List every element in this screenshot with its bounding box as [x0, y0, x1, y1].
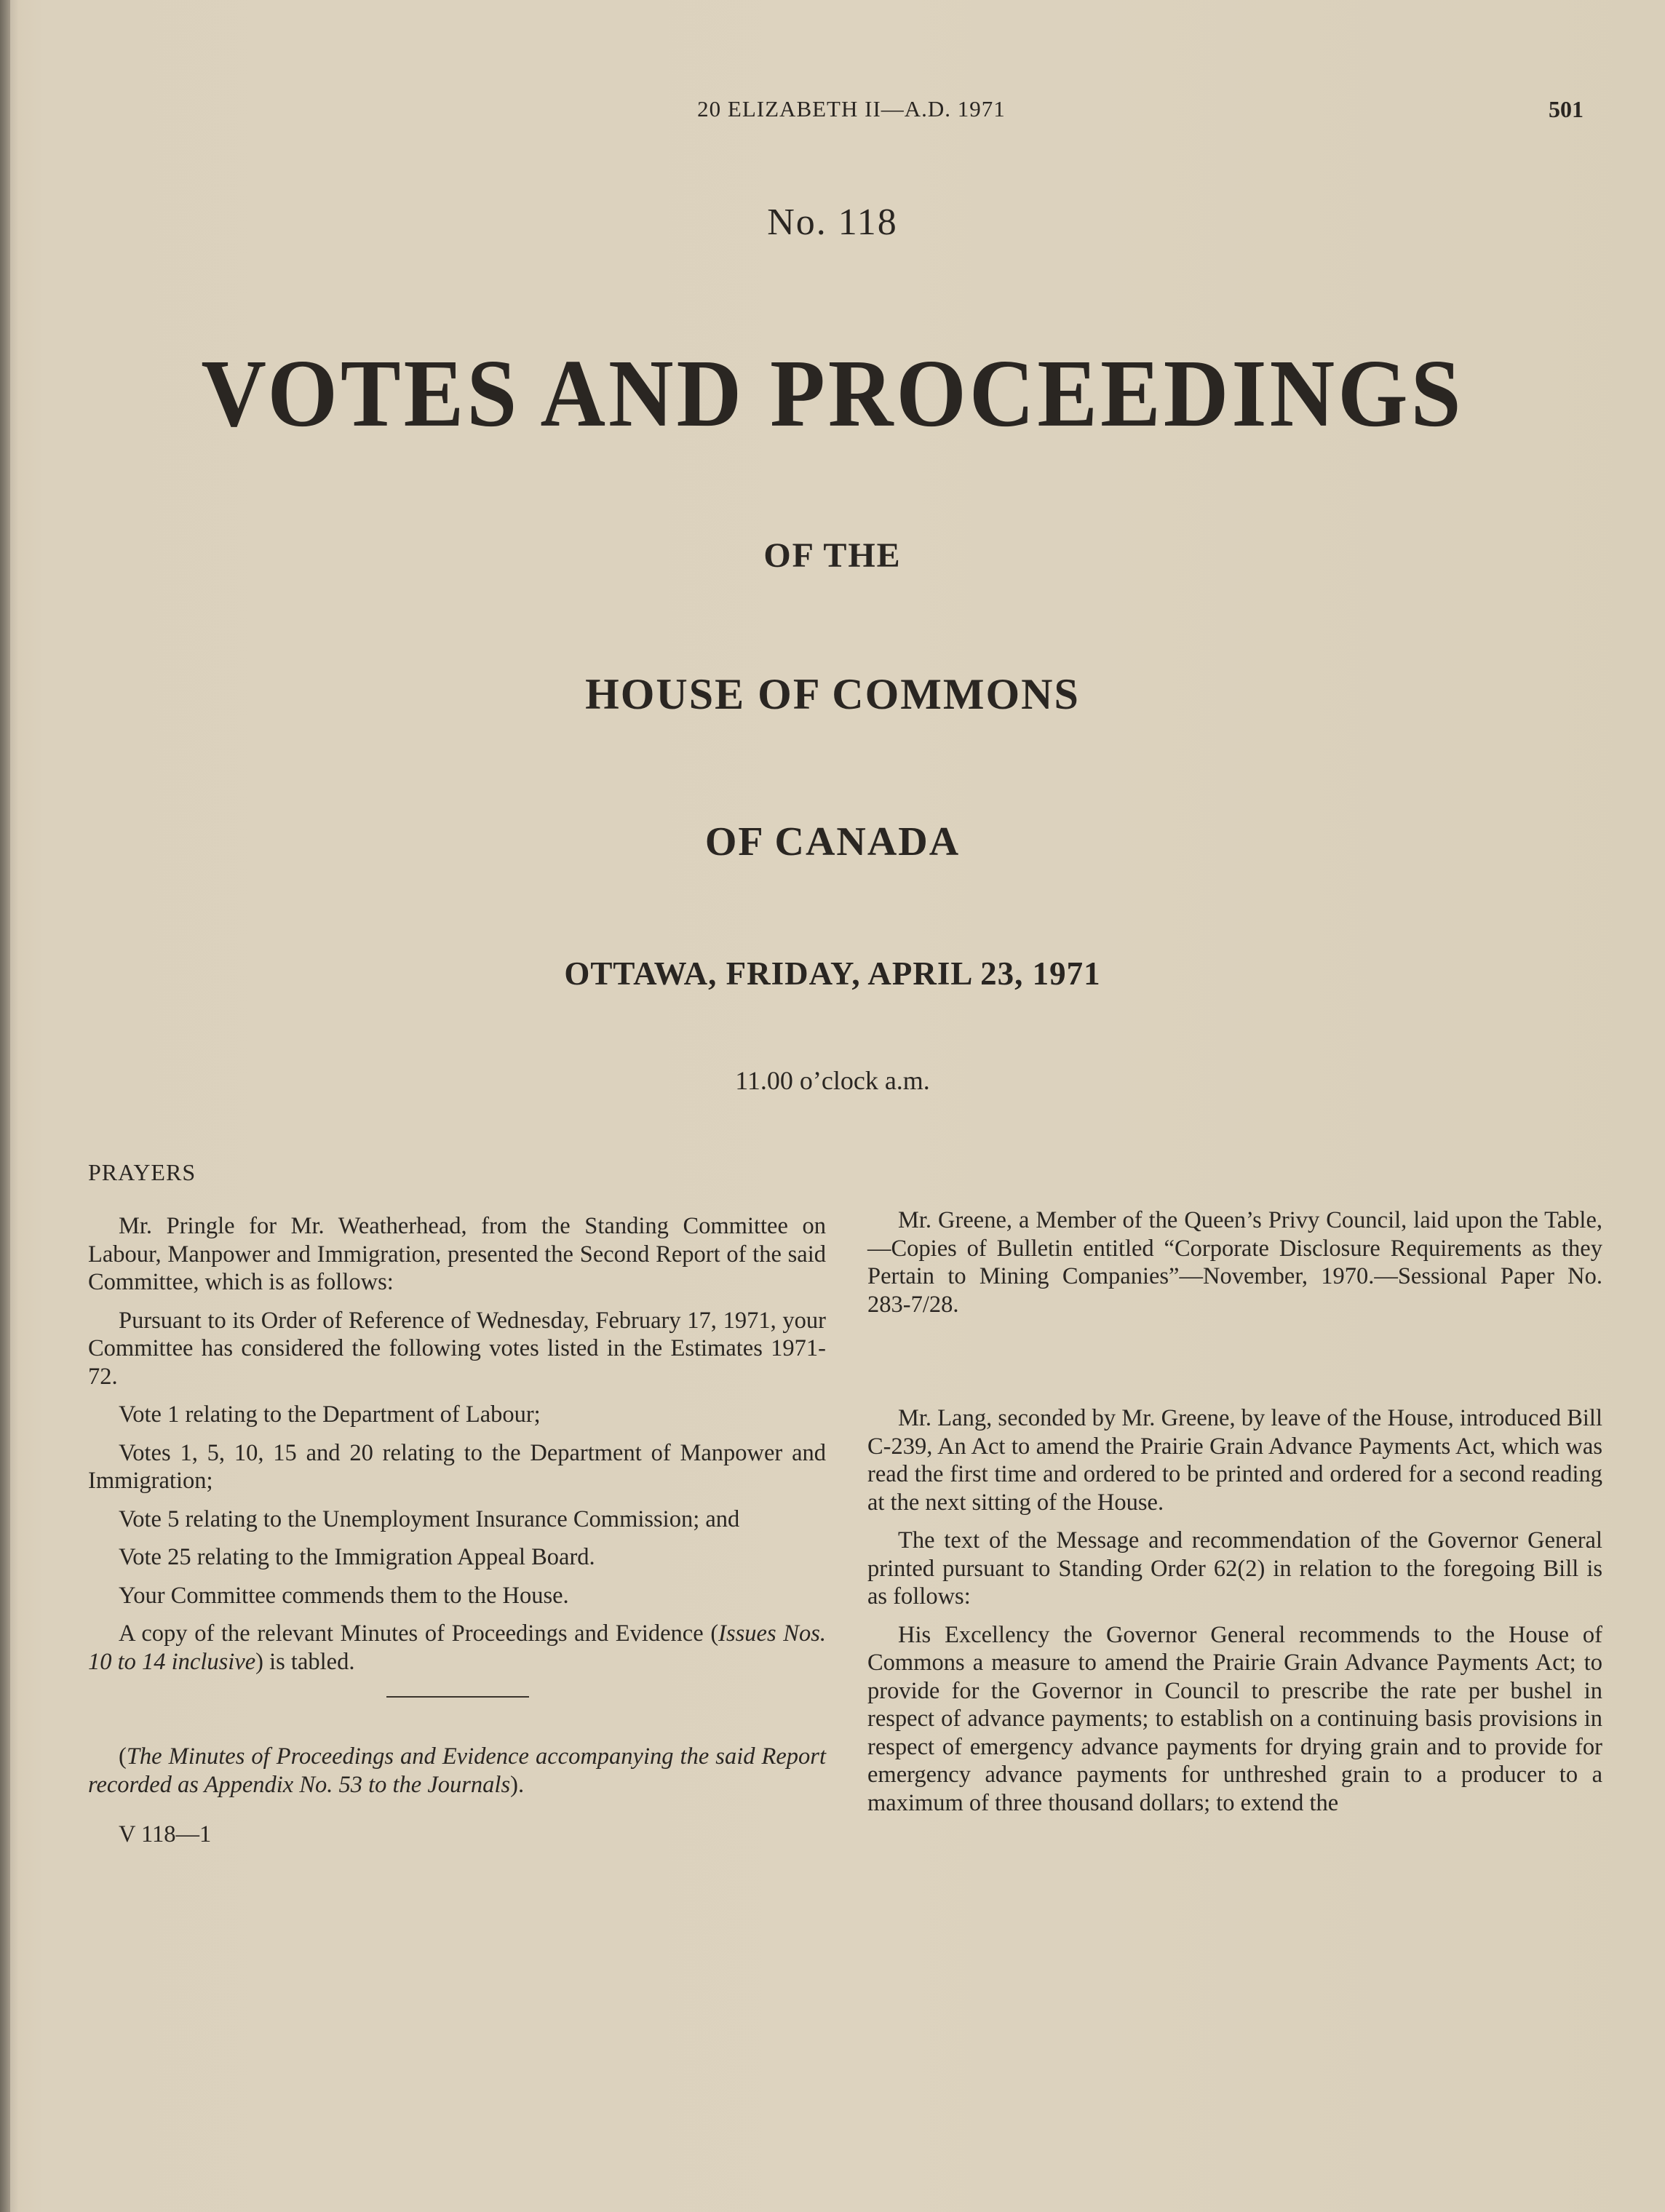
subtitle-of-canada: OF CANADA: [704, 819, 961, 864]
binding-edge: [0, 0, 10, 2212]
text-span: A copy of the relevant Minutes of Proceedings and Evidence (: [119, 1620, 719, 1647]
running-title: 20 ELIZABETH II—A.D. 1971: [697, 96, 1006, 122]
subtitle-of-the: OF THE: [763, 536, 902, 575]
text-span: (: [119, 1743, 127, 1770]
paragraph-order-of-reference: Pursuant to its Order of Reference of Wednesday, February 17, 1971, your Committee has considered the following votes listed in the Estimates 1971-72.: [88, 1307, 826, 1390]
paragraph-commends: Your Committee commends them to the House.: [119, 1582, 569, 1609]
text-span: ).: [510, 1771, 525, 1798]
divider-rule: [386, 1696, 529, 1698]
running-header: [0, 96, 1665, 128]
paragraph-sessional-paper: Mr. Greene, a Member of the Queen’s Privy Council, laid upon the Table,—Copies of Bulletin entitled “Corporate Disclosure Requirements as they Pertain to Mining Companies”—November, 1970.—Sessional Paper No. 283-7/28.: [867, 1207, 1602, 1318]
sitting-time: 11.00 o’clock a.m.: [735, 1066, 930, 1095]
main-title: VOTES AND PROCEEDINGS: [201, 340, 1464, 447]
text-span: ) is tabled.: [255, 1648, 355, 1675]
sitting-date: OTTAWA, FRIDAY, APRIL 23, 1971: [564, 955, 1101, 992]
paragraph-committee-report: Mr. Pringle for Mr. Weatherhead, from the Standing Committee on Labour, Manpower and Immigration, presented the Second Report of the said Committee, which is as follows:: [88, 1213, 826, 1295]
issue-number: No. 118: [767, 202, 898, 243]
italic-span: Issues Nos. 10 to 14 inclusive: [88, 1620, 826, 1675]
paragraph-governor-recommendation: His Excellency the Governor General recommends to the House of Commons a measure to amend the Prairie Grain Advance Payments Act; to provide for the Governor in Council to prescribe the rate per bushel in respect of advance payments; to establish on a continuing basis provisions in respect of emergency advance payments for drying grain and to provide for emergency advance payments for unthreshed grain to a producer to a maximum of three thousand dollars; to extend the: [867, 1621, 1602, 1816]
paragraph-bill-introduced: Mr. Lang, seconded by Mr. Greene, by leave of the House, introduced Bill C-239, An Act to amend the Prairie Grain Advance Payments Act, which was read the first time and ordered to be printed and ordered for a second reading at the next sitting of the House.: [867, 1405, 1602, 1516]
paragraph-appendix-note: [88, 1743, 826, 1799]
paragraph-vote-labour: Vote 1 relating to the Department of Labour;: [119, 1401, 541, 1428]
left-column: [88, 1212, 826, 1849]
signature-mark: V 118—1: [119, 1821, 212, 1847]
paragraph-message-text: The text of the Message and recommendation of the Governor General printed pursuant to Standing Order 62(2) in relation to the foregoing Bill is as follows:: [867, 1527, 1602, 1610]
italic-span: The Minutes of Proceedings and Evidence accompanying the said Report recorded as Appendix No. 53 to the Journals: [88, 1743, 826, 1798]
section-heading-prayers: PRAYERS: [88, 1159, 196, 1185]
page-number: 501: [1549, 96, 1583, 122]
paragraph-minutes-tabled: [88, 1620, 826, 1676]
paragraph-vote-unemployment: Vote 5 relating to the Unemployment Insurance Commission; and: [119, 1505, 740, 1532]
paragraph-vote-appeal-board: Vote 25 relating to the Immigration Appeal Board.: [119, 1544, 595, 1570]
paragraph-votes-manpower: Votes 1, 5, 10, 15 and 20 relating to the Department of Manpower and Immigration;: [88, 1439, 826, 1494]
right-column: [867, 1206, 1602, 1827]
subtitle-house-of-commons: HOUSE OF COMMONS: [585, 670, 1080, 718]
